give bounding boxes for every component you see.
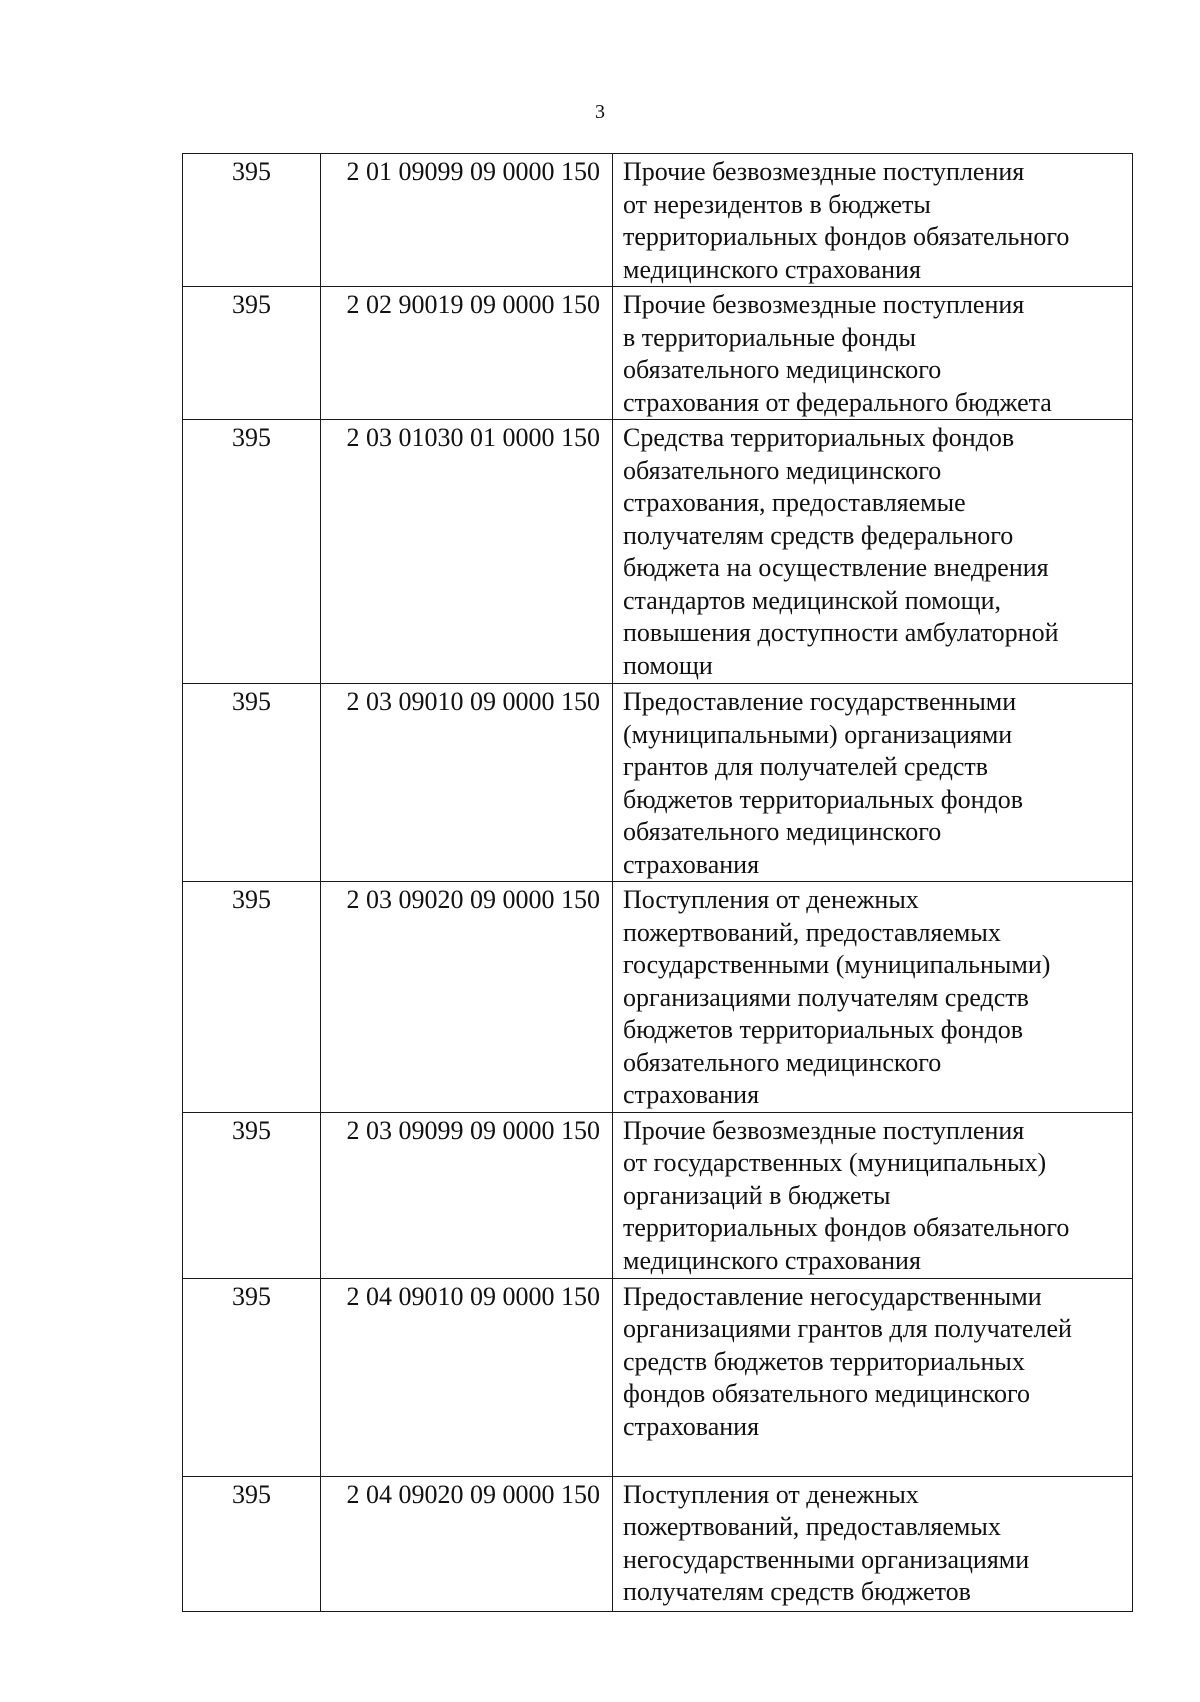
revenue-name-line: в территориальные фонды [623, 322, 917, 352]
revenue-name [613, 882, 1133, 1113]
revenue-name-line: организациями получателям средств [623, 982, 1029, 1012]
chapter-code: 395 [183, 1278, 321, 1476]
revenue-name-line: Прочие безвозмездные поступления [623, 290, 1025, 319]
table-row [183, 882, 1133, 1113]
revenue-code: 2 03 09099 09 0000 150 [321, 1112, 613, 1278]
revenue-name [613, 1112, 1133, 1278]
budget-code-table [182, 153, 1133, 1612]
revenue-name-line: фондов обязательного медицинского [623, 1379, 1031, 1408]
revenue-name-line: страхования, предоставляемые [623, 488, 966, 517]
revenue-name-line: Предоставление негосударственными [623, 1281, 1042, 1311]
revenue-name [613, 287, 1133, 420]
revenue-name-line: медицинского страхования [623, 1245, 921, 1275]
revenue-code: 2 03 01030 01 0000 150 [321, 420, 613, 684]
table-row [183, 1112, 1133, 1278]
revenue-code: 2 03 09020 09 0000 150 [321, 882, 613, 1113]
revenue-name-line: обязательного медицинского [623, 455, 942, 485]
revenue-name-line: бюджета на осуществление внедрения [623, 553, 1049, 582]
revenue-name-line: негосударственными организациями [623, 1544, 1030, 1574]
revenue-name-line: обязательного медицинского [623, 355, 942, 384]
revenue-name-line: от государственных (муниципальных) [623, 1148, 1047, 1177]
revenue-name-line: страхования [623, 849, 760, 879]
page-number: 3 [595, 101, 605, 123]
chapter-code: 395 [183, 1112, 321, 1278]
revenue-name-line: повышения доступности амбулаторной [623, 618, 1059, 647]
revenue-name-line: помощи [623, 650, 713, 680]
revenue-name-line: обязательного медицинского [623, 817, 942, 846]
table-row [183, 287, 1133, 420]
revenue-name-line: государственными (муниципальными) [623, 950, 1051, 979]
revenue-name-line: организаций в бюджеты [623, 1180, 891, 1210]
revenue-name-line: организациями грантов для получателей [623, 1314, 1072, 1343]
revenue-name-line: бюджетов территориальных фондов [623, 784, 1024, 814]
revenue-name [613, 684, 1133, 882]
revenue-name-line: Прочие безвозмездные поступления [623, 1115, 1025, 1145]
revenue-name-line: Предоставление государственными [623, 687, 1017, 716]
revenue-name-line: Поступления от денежных [623, 885, 919, 914]
revenue-name-line: страхования от федерального бюджета [623, 387, 1052, 417]
revenue-name-line: пожертвований, предоставляемых [623, 917, 1001, 947]
revenue-code: 2 02 90019 09 0000 150 [321, 287, 613, 420]
chapter-code: 395 [183, 420, 321, 684]
revenue-name [613, 1476, 1133, 1611]
revenue-name-line: территориальных фондов обязательного [623, 1213, 1070, 1242]
revenue-name-line: бюджетов территориальных фондов [623, 1015, 1024, 1044]
chapter-code: 395 [183, 287, 321, 420]
revenue-name-line: обязательного медицинского [623, 1047, 942, 1077]
revenue-name-line: медицинского страхования [623, 254, 921, 284]
revenue-name-line: получателям средств федерального [623, 520, 1014, 550]
chapter-code: 395 [183, 684, 321, 882]
revenue-name-line: получателям средств бюджетов [623, 1577, 971, 1606]
table-row [183, 154, 1133, 287]
revenue-name-line: Поступления от денежных [623, 1479, 919, 1509]
revenue-code: 2 01 09099 09 0000 150 [321, 154, 613, 287]
table-row [183, 420, 1133, 684]
revenue-name [613, 154, 1133, 287]
revenue-name-line: страхования [623, 1080, 760, 1109]
chapter-code: 395 [183, 154, 321, 287]
revenue-name [613, 420, 1133, 684]
revenue-code: 2 03 09010 09 0000 150 [321, 684, 613, 882]
table-row [183, 684, 1133, 882]
chapter-code: 395 [183, 1476, 321, 1611]
revenue-name-line: средств бюджетов территориальных [623, 1346, 1025, 1376]
revenue-name-line: грантов для получателей средств [623, 752, 989, 781]
revenue-name [613, 1278, 1133, 1476]
revenue-name-line: территориальных фондов обязательного [623, 222, 1070, 251]
chapter-code: 395 [183, 882, 321, 1113]
revenue-code: 2 04 09020 09 0000 150 [321, 1476, 613, 1611]
revenue-name-line: стандартов медицинской помощи, [623, 585, 1002, 615]
revenue-name-line: от нерезидентов в бюджеты [623, 189, 931, 219]
revenue-name-line: Прочие безвозмездные поступления [623, 157, 1025, 186]
table-row [183, 1278, 1133, 1476]
revenue-name-line: (муниципальными) организациями [623, 719, 1013, 749]
revenue-name-line: Средства территориальных фондов [623, 423, 1015, 452]
revenue-name-line: страхования [623, 1411, 760, 1441]
revenue-code: 2 04 09010 09 0000 150 [321, 1278, 613, 1476]
revenue-name-line: пожертвований, предоставляемых [623, 1512, 1001, 1541]
table-row [183, 1476, 1133, 1611]
